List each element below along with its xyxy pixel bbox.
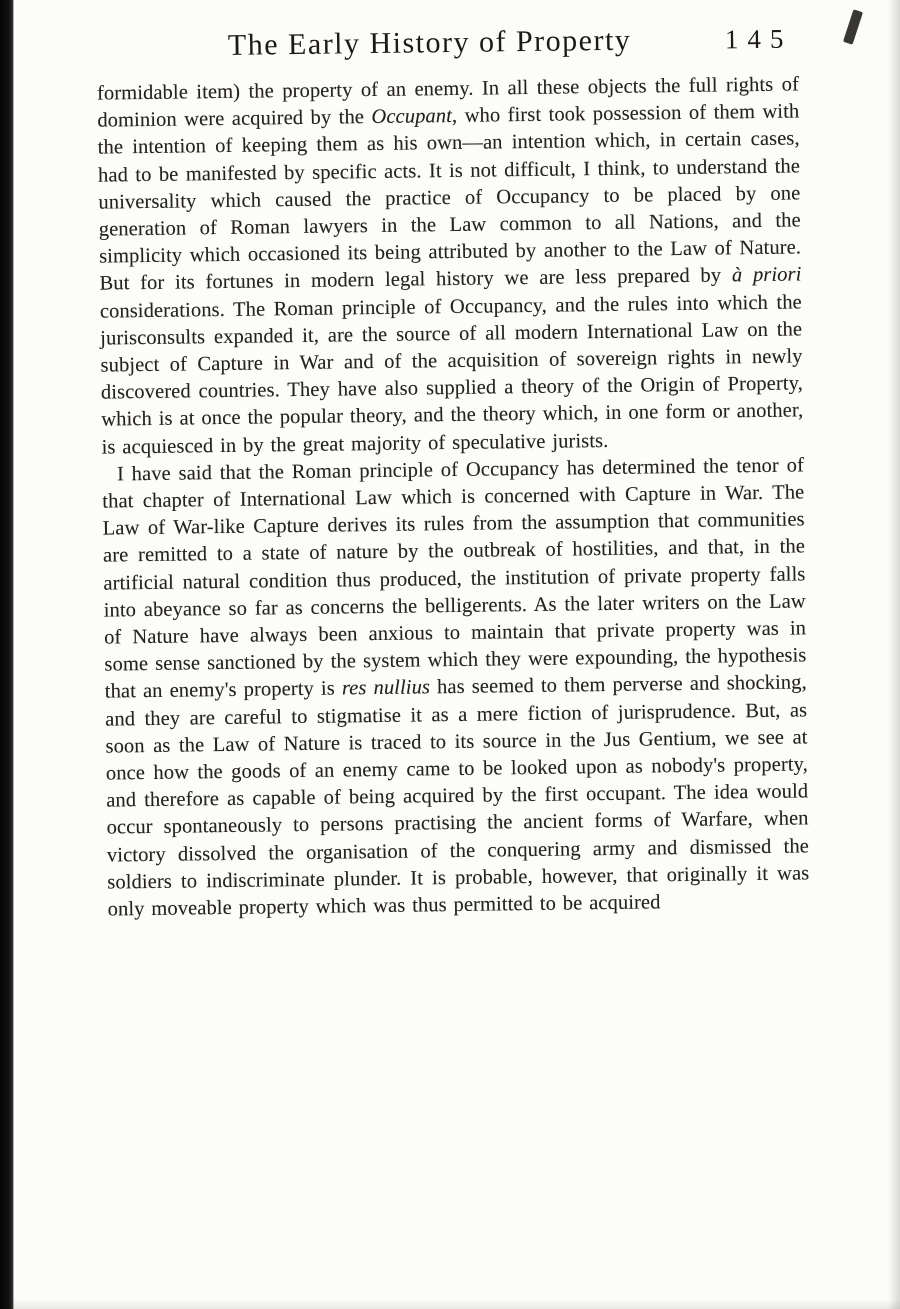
text-segment: has seemed to them perverse and shocking, and they are careful to stigmatise it as a mere fiction of jurisprudence. But, as soon as the Law of Nature is traced to its source in the Jus Gentium, we see at once how the goods of an enemy came to be looked upon as nobody's property, and therefore as capable of being acquired by the first occupant. The idea would occur spontaneously to persons practising the ancient forms of Warfare, when victory dissolved the organisation of the conquering army and dismissed the soldiers to indiscriminate plunder. It is probable, however, that originally it was only moveable property which was thus permitted to be acquired [105,671,810,921]
text-segment: considerations. The Roman principle of Occupancy, and the rules into which the jurisconsults expanded it, are the source of all modern International Law on the subject of Capture in War and of the acquisition of sovereign rights in newly discovered countries. They have also supplied a theory of the Origin of Property, which is at once the popular theory, and the theory which, in one form or another, is acquiesced in by the great majority of speculative jurists. [99,291,804,459]
text-segment-italic-occupant: Occupant [371,105,453,129]
scan-edge-binding [0,0,14,1309]
text-segment: formidable item) the property of an enemy. In all these objects the full rights of dominion were acquired by the [96,73,800,132]
paragraph-new [102,452,810,924]
page-number: 145 [724,23,793,55]
text-segment-italic-res-nullius: res nullius [341,676,431,700]
page-content [96,21,810,923]
text-segment: I have said that the Roman principle of Occupancy has determined the tenor of that chapter of International Law which is concerned with Capture in War. The Law of War-like Capture derives its rules from the assumption that communities are remitted to a state of nature by the outbreak of hostilities, and that, in the artificial natural condition thus produced, the institution of private property falls into abeyance so far as concerns the belligerents. As the later writers on the Law of Nature have always been anxious to maintain that private property was in some sense sanctioned by the system which they were expounding, the hypothesis that an enemy's property is [102,454,807,704]
running-head [96,21,798,64]
page-body-text [97,71,810,923]
scan-shadow-bottom [0,1299,900,1309]
text-segment-italic-a-priori: à priori [731,263,802,287]
page-header-title: The Early History of Property [227,23,632,62]
paragraph-continued [97,71,804,461]
scan-shadow-right [888,0,900,1309]
text-segment: , who first took possession of them with the intention of keeping them as his own—an intention which, in certain cases, had to be manifested by specific acts. It is not difficult, I think, to understand the universality which caused the practice of Occupancy to be placed by one generation of Roman lawyers in the Law common to all Nations, and the simplicity which occasioned its being attributed by another to the Law of Nature. But for its fortunes in modern legal history we are less prepared by [97,100,802,296]
scan-artifact-mark [843,9,863,44]
